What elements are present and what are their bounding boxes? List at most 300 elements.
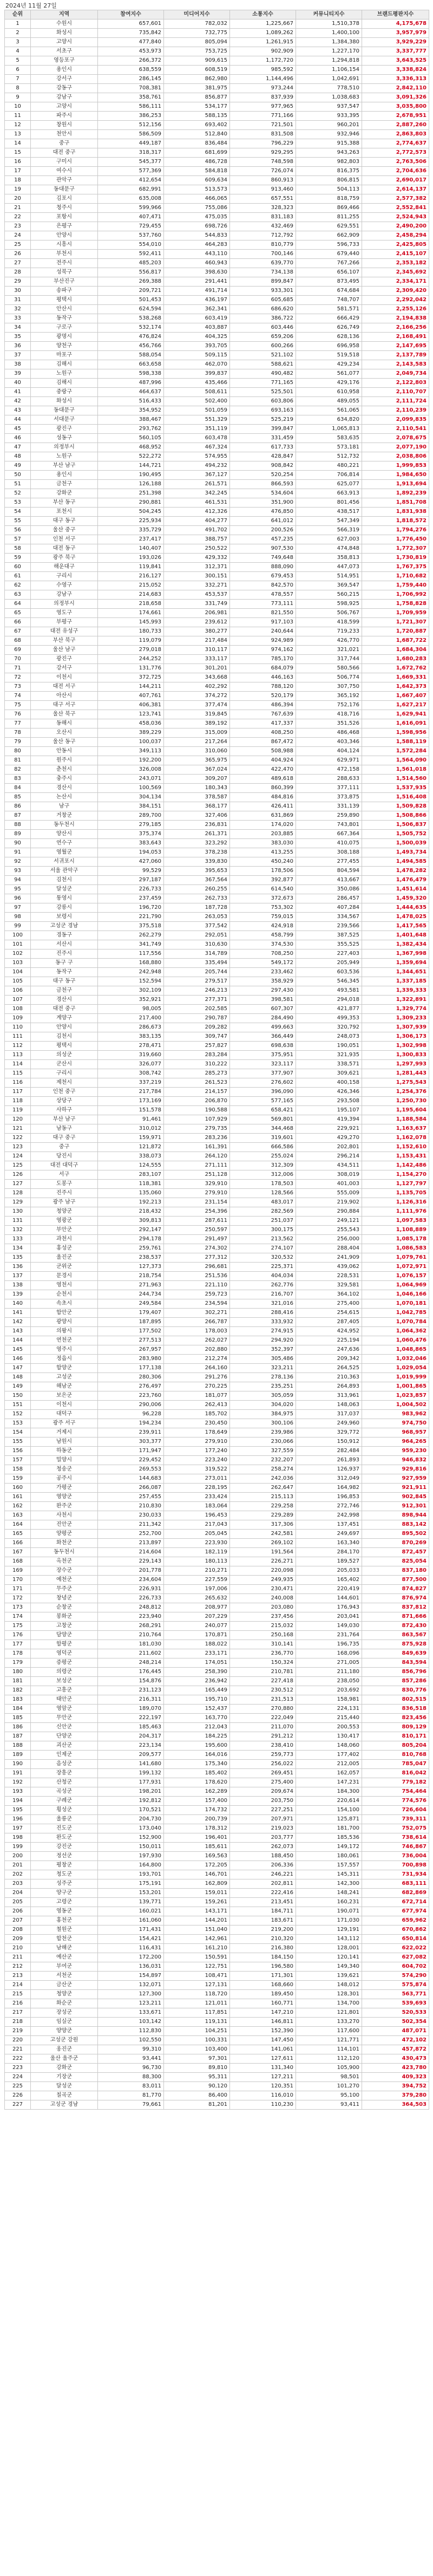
media-cell: 200,739	[164, 1815, 230, 1824]
communication-cell: 476,850	[230, 508, 296, 517]
brand-index-cell: 1,759,440	[362, 581, 429, 590]
rank-cell: 151	[5, 1401, 31, 1410]
table-row	[5, 554, 429, 563]
media-cell: 290,787	[164, 1014, 230, 1023]
table-row	[5, 250, 429, 259]
participation-cell: 118,381	[98, 1180, 164, 1189]
participation-cell: 286,145	[98, 75, 164, 84]
communication-cell: 262,647	[230, 1484, 296, 1493]
rank-cell: 225	[5, 2082, 31, 2091]
table-row	[5, 1106, 429, 1115]
table-row	[5, 1787, 429, 1797]
region-cell: 울산 동구	[31, 738, 98, 747]
media-cell: 108,471	[164, 1972, 230, 1981]
brand-index-cell: 1,001,865	[362, 1382, 429, 1391]
brand-index-cell: 1,493,734	[362, 848, 429, 857]
participation-cell: 121,872	[98, 1143, 164, 1152]
table-row	[5, 1235, 429, 1244]
table-row	[5, 1032, 429, 1042]
brand-index-cell: 682,869	[362, 1889, 429, 1898]
communication-cell: 344,468	[230, 1124, 296, 1134]
community-cell: 429,270	[296, 1134, 362, 1143]
table-row	[5, 1327, 429, 1336]
community-cell: 546,345	[296, 977, 362, 986]
rank-cell: 3	[5, 38, 31, 47]
table-row	[5, 1612, 429, 1622]
media-cell: 177,240	[164, 1447, 230, 1456]
rank-cell: 82	[5, 765, 31, 775]
participation-cell: 375,518	[98, 922, 164, 931]
media-cell: 151,040	[164, 1926, 230, 1935]
media-cell: 270,225	[164, 1382, 230, 1391]
brand-index-cell: 1,079,761	[362, 1253, 429, 1263]
community-cell: 149,172	[296, 1843, 362, 1852]
participation-cell: 349,113	[98, 747, 164, 756]
community-cell: 596,733	[296, 240, 362, 250]
participation-cell: 280,306	[98, 1373, 164, 1382]
brand-index-cell: 2,038,806	[362, 452, 429, 461]
participation-cell: 193,026	[98, 554, 164, 563]
brand-index-cell: 1,476,479	[362, 876, 429, 885]
media-cell: 342,245	[164, 489, 230, 498]
brand-index-cell: 1,794,276	[362, 526, 429, 535]
participation-cell: 139,771	[98, 1898, 164, 1907]
brand-index-cell: 2,143,583	[362, 360, 429, 369]
communication-cell: 258,274	[230, 1465, 296, 1474]
media-cell: 279,910	[164, 1437, 230, 1447]
table-row	[5, 1668, 429, 1677]
brand-index-cell: 1,892,239	[362, 489, 429, 498]
media-cell: 144,201	[164, 1916, 230, 1926]
media-cell: 332,271	[164, 581, 230, 590]
table-row	[5, 968, 429, 977]
table-row	[5, 1658, 429, 1668]
rank-cell: 16	[5, 158, 31, 167]
media-cell: 208,977	[164, 1603, 230, 1612]
table-row	[5, 775, 429, 784]
rank-cell: 120	[5, 1115, 31, 1124]
communication-cell: 907,530	[230, 544, 296, 554]
community-cell: 743,801	[296, 821, 362, 830]
brand-index-cell: 825,054	[362, 1557, 429, 1566]
community-cell: 748,707	[296, 296, 362, 305]
brand-index-cell: 809,129	[362, 1723, 429, 1732]
table-row	[5, 1981, 429, 1990]
brand-index-cell: 983,962	[362, 1410, 429, 1419]
table-row	[5, 204, 429, 213]
communication-cell: 240,644	[230, 627, 296, 636]
rank-cell: 152	[5, 1410, 31, 1419]
brand-index-cell: 2,078,675	[362, 434, 429, 443]
brand-index-cell: 2,772,573	[362, 148, 429, 158]
brand-index-cell: 1,505,752	[362, 830, 429, 839]
community-cell: 180,061	[296, 1852, 362, 1861]
media-cell: 315,009	[164, 728, 230, 738]
rank-cell: 25	[5, 240, 31, 250]
table-row	[5, 1843, 429, 1852]
table-row	[5, 1879, 429, 1889]
table-row	[5, 231, 429, 240]
rank-cell: 175	[5, 1622, 31, 1631]
community-cell: 142,300	[296, 1879, 362, 1889]
table-row	[5, 784, 429, 793]
rank-cell: 30	[5, 287, 31, 296]
media-cell: 486,728	[164, 158, 230, 167]
community-cell: 667,364	[296, 830, 362, 839]
brand-index-cell: 1,163,637	[362, 1124, 429, 1134]
communication-cell: 227,251	[230, 1806, 296, 1815]
participation-cell: 251,398	[98, 489, 164, 498]
media-cell: 250,522	[164, 544, 230, 554]
rank-cell: 171	[5, 1585, 31, 1594]
communication-cell: 225,371	[230, 1263, 296, 1272]
table-row	[5, 581, 429, 590]
communication-cell: 128,566	[230, 1189, 296, 1198]
region-cell: 순천시	[31, 1290, 98, 1299]
community-cell: 674,684	[296, 287, 362, 296]
media-cell: 119,131	[164, 2018, 230, 2027]
table-row	[5, 1640, 429, 1649]
brand-index-cell: 849,639	[362, 1649, 429, 1658]
participation-cell: 159,971	[98, 1134, 164, 1143]
community-cell: 249,121	[296, 1217, 362, 1226]
table-row	[5, 1714, 429, 1723]
communication-cell: 333,932	[230, 1318, 296, 1327]
participation-cell: 190,495	[98, 471, 164, 480]
participation-cell: 388,467	[98, 415, 164, 425]
participation-cell: 175,191	[98, 1879, 164, 1889]
media-cell: 180,343	[164, 784, 230, 793]
participation-cell: 210,764	[98, 1631, 164, 1640]
participation-cell: 319,660	[98, 1051, 164, 1060]
region-cell: 포천시	[31, 508, 98, 517]
table-row	[5, 1631, 429, 1640]
brand-index-cell: 810,768	[362, 1751, 429, 1760]
region-cell: 거제시	[31, 1428, 98, 1437]
table-row	[5, 692, 429, 701]
participation-cell: 102,550	[98, 2036, 164, 2045]
media-cell: 909,615	[164, 56, 230, 66]
brand-index-cell: 1,306,173	[362, 1032, 429, 1042]
brand-index-cell: 1,322,891	[362, 996, 429, 1005]
participation-cell: 386,253	[98, 112, 164, 121]
community-cell: 256,000	[296, 1235, 362, 1244]
communication-cell: 771,166	[230, 112, 296, 121]
table-row	[5, 1391, 429, 1401]
media-cell: 233,171	[164, 1649, 230, 1658]
rank-cell: 67	[5, 627, 31, 636]
participation-cell: 136,031	[98, 1962, 164, 1972]
rank-cell: 176	[5, 1631, 31, 1640]
rank-cell: 206	[5, 1907, 31, 1916]
brand-index-cell: 1,669,331	[362, 673, 429, 682]
communication-cell: 508,988	[230, 747, 296, 756]
brand-index-cell: 677,974	[362, 1907, 429, 1916]
table-row	[5, 452, 429, 461]
media-cell: 187,728	[164, 903, 230, 913]
media-cell: 258,390	[164, 1668, 230, 1677]
community-cell: 400,158	[296, 1078, 362, 1088]
communication-cell: 288,416	[230, 1309, 296, 1318]
brand-reputation-table	[4, 10, 429, 2110]
participation-cell: 278,471	[98, 1042, 164, 1051]
region-cell: 부평구	[31, 618, 98, 627]
region-cell: 평택시	[31, 1042, 98, 1051]
communication-cell: 184,150	[230, 1953, 296, 1962]
participation-cell: 214,604	[98, 1548, 164, 1557]
brand-index-cell: 1,494,585	[362, 857, 429, 867]
community-cell: 264,525	[296, 1364, 362, 1373]
rank-cell: 112	[5, 1042, 31, 1051]
region-cell: 진도군	[31, 1824, 98, 1833]
media-cell: 239,612	[164, 618, 230, 627]
table-row	[5, 1115, 429, 1124]
participation-cell: 538,268	[98, 314, 164, 323]
region-cell: 동작구	[31, 314, 98, 323]
community-cell: 506,774	[296, 673, 362, 682]
media-cell: 262,027	[164, 1336, 230, 1345]
media-cell: 544,833	[164, 231, 230, 240]
rank-cell: 115	[5, 1069, 31, 1078]
community-cell: 1,038,683	[296, 93, 362, 102]
brand-index-cell: 672,714	[362, 1898, 429, 1907]
communication-cell: 657,551	[230, 194, 296, 204]
table-row	[5, 1474, 429, 1484]
region-cell: 양양군	[31, 2027, 98, 2036]
brand-index-cell: 1,019,999	[362, 1373, 429, 1382]
communication-cell: 450,240	[230, 857, 296, 867]
community-cell: 120,141	[296, 1953, 362, 1962]
brand-index-cell: 2,345,692	[362, 268, 429, 277]
community-cell: 1,294,818	[296, 56, 362, 66]
communication-cell: 426,411	[230, 802, 296, 811]
brand-index-cell: 1,667,407	[362, 692, 429, 701]
communication-cell: 178,503	[230, 1180, 296, 1189]
media-cell: 246,213	[164, 986, 230, 996]
media-cell: 206,981	[164, 609, 230, 618]
community-cell: 486,468	[296, 728, 362, 738]
brand-index-cell: 1,709,959	[362, 609, 429, 618]
region-cell: 김천시	[31, 876, 98, 885]
brand-index-cell: 1,076,157	[362, 1272, 429, 1281]
table-row	[5, 1437, 429, 1447]
brand-index-cell: 1,070,181	[362, 1299, 429, 1309]
table-row	[5, 167, 429, 176]
media-cell: 339,830	[164, 857, 230, 867]
participation-cell: 406,381	[98, 701, 164, 710]
media-cell: 163,770	[164, 1714, 230, 1723]
rank-cell: 35	[5, 333, 31, 342]
region-cell: 사천시	[31, 1511, 98, 1520]
community-cell: 177,402	[296, 1751, 362, 1760]
media-cell: 178,312	[164, 1824, 230, 1833]
table-row	[5, 1548, 429, 1557]
rank-cell: 91	[5, 848, 31, 857]
brand-index-cell: 457,872	[362, 2045, 429, 2054]
brand-index-cell: 2,137,789	[362, 351, 429, 360]
rank-cell: 202	[5, 1870, 31, 1879]
region-cell: 장수군	[31, 1566, 98, 1576]
media-cell: 291,497	[164, 1235, 230, 1244]
community-cell: 603,536	[296, 968, 362, 977]
brand-index-cell: 539,693	[362, 1999, 429, 2008]
communication-cell: 708,250	[230, 949, 296, 959]
table-row	[5, 1281, 429, 1290]
participation-cell: 119,079	[98, 636, 164, 646]
region-cell: 계양구	[31, 1014, 98, 1023]
media-cell: 159,011	[164, 1889, 230, 1898]
table-row	[5, 1134, 429, 1143]
participation-cell: 96,730	[98, 2064, 164, 2073]
community-cell: 915,388	[296, 139, 362, 148]
table-row	[5, 443, 429, 452]
rank-cell: 124	[5, 1152, 31, 1161]
rank-cell: 166	[5, 1539, 31, 1548]
media-cell: 190,588	[164, 1106, 230, 1115]
media-cell: 223,930	[164, 1539, 230, 1548]
communication-cell: 417,337	[230, 719, 296, 728]
rank-cell: 193	[5, 1787, 31, 1797]
participation-cell: 663,658	[98, 360, 164, 369]
participation-cell: 476,824	[98, 333, 164, 342]
table-row	[5, 489, 429, 498]
brand-index-cell: 1,070,784	[362, 1318, 429, 1327]
region-cell: 홍천군	[31, 1916, 98, 1926]
rank-cell: 19	[5, 185, 31, 194]
region-cell: 성주군	[31, 1879, 98, 1889]
media-cell: 178,649	[164, 1428, 230, 1437]
region-cell: 광명시	[31, 333, 98, 342]
media-cell: 205,744	[164, 968, 230, 977]
communication-cell: 255,024	[230, 1152, 296, 1161]
media-cell: 159,261	[164, 1898, 230, 1907]
region-cell: 용인시	[31, 471, 98, 480]
community-cell: 282,484	[296, 1447, 362, 1456]
brand-index-cell: 902,845	[362, 1493, 429, 1502]
rank-cell: 178	[5, 1649, 31, 1658]
region-cell: 울산 남구	[31, 646, 98, 655]
region-cell: 거창군	[31, 811, 98, 821]
participation-cell: 172,200	[98, 1953, 164, 1962]
table-row	[5, 986, 429, 996]
community-cell: 125,871	[296, 1815, 362, 1824]
region-cell: 청양군	[31, 1990, 98, 1999]
brand-index-cell: 2,122,803	[362, 379, 429, 388]
region-cell: 함평군	[31, 1640, 98, 1649]
community-cell: 873,495	[296, 277, 362, 287]
media-cell: 184,225	[164, 1732, 230, 1741]
communication-cell: 236,770	[230, 1649, 296, 1658]
rank-cell: 198	[5, 1833, 31, 1843]
table-row	[5, 765, 429, 775]
participation-cell: 257,455	[98, 1493, 164, 1502]
brand-index-cell: 1,060,476	[362, 1336, 429, 1345]
communication-cell: 457,235	[230, 535, 296, 544]
table-row	[5, 1226, 429, 1235]
participation-cell: 117,556	[98, 949, 164, 959]
region-cell: 노원구	[31, 369, 98, 379]
rank-cell: 106	[5, 986, 31, 996]
brand-index-cell: 3,929,229	[362, 38, 429, 47]
communication-cell: 372,673	[230, 894, 296, 903]
rank-cell: 125	[5, 1161, 31, 1170]
region-cell: 해운대구	[31, 563, 98, 572]
participation-cell: 372,725	[98, 673, 164, 682]
participation-cell: 237,459	[98, 894, 164, 903]
brand-index-cell: 785,047	[362, 1760, 429, 1769]
region-cell: 진주시	[31, 949, 98, 959]
region-cell: 영주시	[31, 1345, 98, 1355]
participation-cell: 198,201	[98, 1787, 164, 1797]
media-cell: 266,787	[164, 1318, 230, 1327]
media-cell: 301,201	[164, 664, 230, 673]
media-cell: 169,563	[164, 1852, 230, 1861]
media-cell: 188,022	[164, 1640, 230, 1649]
communication-cell: 1,172,720	[230, 56, 296, 66]
table-row	[5, 664, 429, 673]
table-row	[5, 305, 429, 314]
community-cell: 573,181	[296, 443, 362, 452]
participation-cell: 180,733	[98, 627, 164, 636]
communication-cell: 211,070	[230, 1723, 296, 1732]
community-cell: 401,003	[296, 1180, 362, 1189]
region-cell: 구례군	[31, 1797, 98, 1806]
media-cell: 212,043	[164, 1723, 230, 1732]
table-row	[5, 1566, 429, 1576]
community-cell: 128,001	[296, 1944, 362, 1953]
participation-cell: 230,033	[98, 1511, 164, 1520]
rank-cell: 195	[5, 1806, 31, 1815]
region-cell: 달성군	[31, 885, 98, 894]
brand-index-cell: 364,503	[362, 2100, 429, 2110]
rank-cell: 137	[5, 1272, 31, 1281]
rank-cell: 215	[5, 1990, 31, 1999]
brand-index-cell: 1,818,572	[362, 517, 429, 526]
community-cell: 418,716	[296, 710, 362, 719]
communication-cell: 483,017	[230, 1198, 296, 1207]
rank-cell: 6	[5, 66, 31, 75]
rank-cell: 102	[5, 949, 31, 959]
region-cell: 청양군	[31, 1207, 98, 1217]
region-cell: 동구 구	[31, 959, 98, 968]
brand-index-cell: 1,108,889	[362, 1226, 429, 1235]
media-cell: 310,222	[164, 1060, 230, 1069]
region-cell: 대전 중구	[31, 1005, 98, 1014]
communication-cell: 588,621	[230, 360, 296, 369]
communication-cell: 607,307	[230, 1005, 296, 1014]
communication-cell: 327,559	[230, 1447, 296, 1456]
table-row	[5, 1797, 429, 1806]
community-cell: 210,363	[296, 1373, 362, 1382]
table-row	[5, 397, 429, 406]
communication-cell: 300,175	[230, 1226, 296, 1235]
participation-cell: 174,661	[98, 609, 164, 618]
rank-cell: 130	[5, 1207, 31, 1217]
brand-index-cell: 895,502	[362, 1530, 429, 1539]
community-cell: 93,411	[296, 2100, 362, 2110]
table-row	[5, 959, 429, 968]
communication-cell: 230,066	[230, 1437, 296, 1447]
media-cell: 436,197	[164, 296, 230, 305]
rank-cell: 61	[5, 572, 31, 581]
media-cell: 227,559	[164, 1576, 230, 1585]
communication-cell: 684,079	[230, 664, 296, 673]
participation-cell: 187,895	[98, 1318, 164, 1327]
brand-index-cell: 2,763,506	[362, 158, 429, 167]
rank-cell: 103	[5, 959, 31, 968]
region-cell: 김천시	[31, 1032, 98, 1042]
rank-cell: 110	[5, 1023, 31, 1032]
